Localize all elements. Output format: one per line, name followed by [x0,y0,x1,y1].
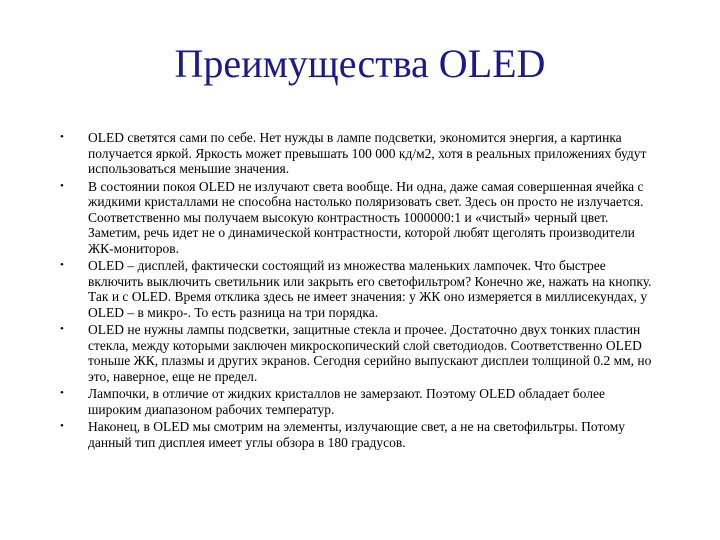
bullet-item [60,258,660,320]
bullet-icon: • [60,387,64,399]
bullet-text: Наконец, в OLED мы смотрим на элементы, излучающие свет, а не на светофильтры. Потому данный тип дисплея имеет углы обзора в 180 градусов. [88,419,626,450]
bullet-list [60,130,660,452]
bullet-item [60,130,660,177]
bullet-text: Лампочки, в отличие от жидких кристаллов не замерзают. Поэтому OLED обладает более широким диапазоном рабочих температур. [88,386,605,417]
bullet-text: OLED светятся сами по себе. Нет нужды в лампе подсветки, экономится энергия, а картинка получается яркой. Яркость может превышать 100 000 кд/м2, хотя в реальных приложениях будут использоваться меньшие значения. [88,130,647,176]
bullet-text: В состоянии покоя OLED не излучают света вообще. Ни одна, даже самая совершенная ячейка с жидкими кристаллами не способна настолько поляризовать свет. Здесь он просто не излучается. Соответственно мы получаем высокую контрастность 1000000:1 и «чистый» черный цвет. Заметим, речь идет не о динамической контрастности, которой любят щеголять производители ЖК-мониторов. [88,178,644,256]
bullet-item [60,419,660,450]
bullet-icon: • [60,131,64,143]
bullet-item [60,386,660,417]
bullet-item [60,322,660,384]
bullet-text: OLED не нужны лампы подсветки, защитные стекла и прочее. Достаточно двух тонких пластин стекла, между которыми заключен микроскопический слой светодиодов. Соответственно OLED тоньше ЖК, плазмы и других экранов. Сегодня серийно выпускают дисплеи толщиной 0.2 мм, но это, наверное, еще не предел. [88,322,652,384]
bullet-icon: • [60,179,64,192]
bullet-icon: • [60,420,64,432]
bullet-icon: • [60,259,64,271]
bullet-icon: • [60,323,64,335]
slide-title: Преимущества OLED [174,41,546,86]
bullet-text: OLED – дисплей, фактически состоящий из множества маленьких лампочек. Что быстрее включить выключить светильник или закрыть его светофильтром? Конечно же, нажать на кнопку. Так и с OLED. Время отклика здесь не имеет значения: у ЖК оно измеряется в миллисекундах, у OLED – в микро-. То есть разница на три порядка. [88,258,652,320]
bullet-item [60,179,660,257]
